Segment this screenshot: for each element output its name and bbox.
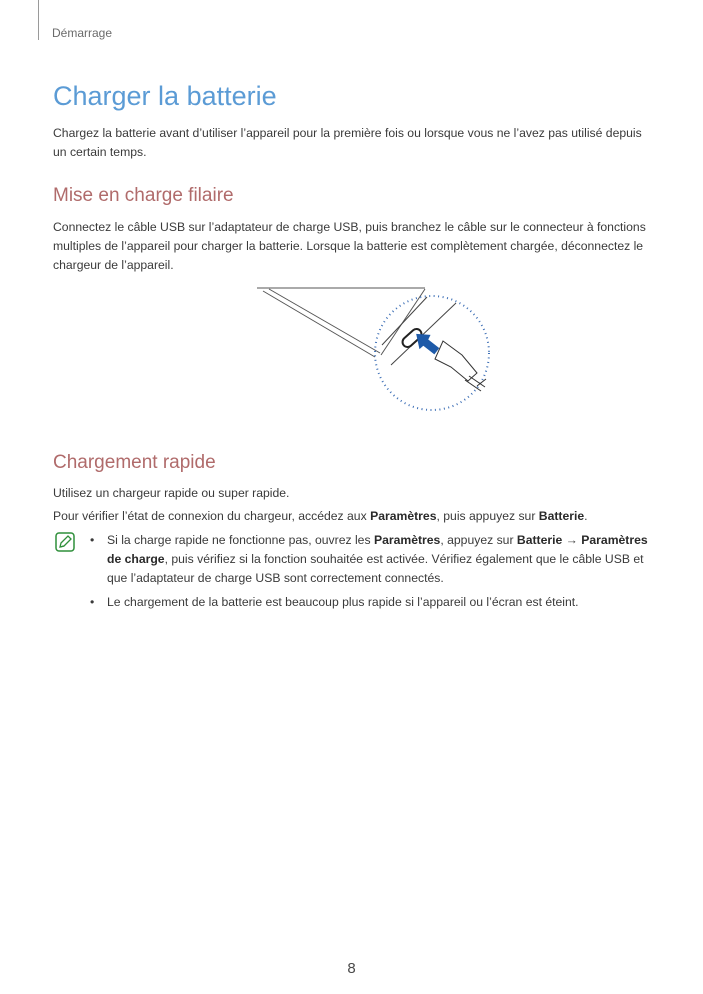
note-pencil-icon: [55, 532, 75, 552]
intro-paragraph: Chargez la batterie avant d’utiliser l’appareil pour la première fois ou lorsque vous ne l’avez pas utilisé depuis un certain temps.: [53, 126, 642, 159]
breadcrumb: Démarrage: [52, 26, 113, 40]
page-title: Charger la batterie: [53, 81, 277, 111]
wired-heading: Mise en charge filaire: [53, 185, 234, 206]
wired-paragraph: Connectez le câble USB sur l’adaptateur de charge USB, puis branchez le câble sur le connecteur à fonctions multiples de l’appareil pour charger la batterie. Lorsque la batterie est complètement chargée, déconnectez le chargeur de l’appareil.: [53, 220, 646, 272]
battery-term: Batterie: [538, 509, 585, 523]
header-rule: [38, 0, 39, 40]
charging-illustration: [255, 285, 495, 415]
note-list: [88, 531, 653, 617]
page-number: 8: [347, 960, 356, 977]
fast-line-2: Pour vérifier l’état de connexion du chargeur, accédez aux Paramètres, puis appuyez sur Batterie.: [53, 509, 588, 523]
usb-cable: [435, 341, 486, 391]
fast-line-1: Utilisez un chargeur rapide ou super rapide.: [53, 486, 290, 500]
list-item: • Le chargement de la batterie est beaucoup plus rapide si l’appareil ou l’écran est éteint.: [88, 593, 653, 612]
zoom-circle: [375, 296, 489, 410]
fast-heading: Chargement rapide: [53, 452, 216, 473]
phone-outline: [257, 288, 425, 357]
list-item: • Si la charge rapide ne fonctionne pas, ouvrez les Paramètres, appuyez sur Batterie → Paramètres de charge, puis vérifiez si la fonction souhaitée est activée. Vérifiez également que le câble USB et que l’adaptateur de charge USB sont correctement connectés.: [88, 531, 653, 588]
settings-term: Paramètres: [370, 509, 437, 523]
